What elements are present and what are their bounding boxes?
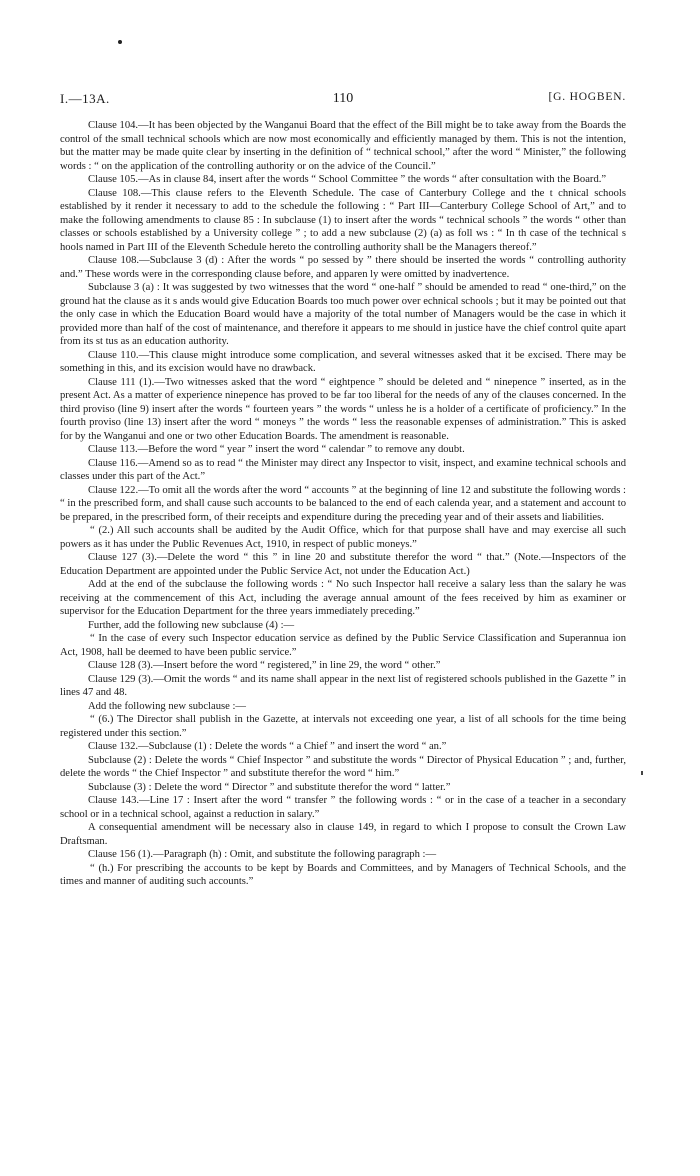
paragraph: Clause 127 (3).—Delete the word “ this ” in line 20 and substitute therefor the word “ that.” (Note.—Inspectors of the Education Department are appointed under the Public Service Act, not under the Education Act.) bbox=[60, 552, 626, 577]
page-header bbox=[60, 91, 626, 111]
quoted-subclause: “ In the case of every such Inspector education service as defined by the Public Service Classification and Superannua ion Act, 1908, hall be deemed to have been public service.” bbox=[60, 633, 626, 658]
page-number: 110 bbox=[332, 91, 354, 106]
paragraph: Clause 129 (3).—Omit the words “ and its name shall appear in the next list of registered schools published in the Gazette ” in lines 47 and 48. bbox=[60, 673, 626, 698]
ink-speck bbox=[118, 40, 122, 44]
paragraph: Clause 105.—As in clause 84, insert after the words “ School Committee ” the words “ after consultation with the Board.” bbox=[88, 174, 607, 185]
paragraph: A consequential amendment will be necessary also in clause 149, in regard to which I propose to consult the Crown Law Draftsman. bbox=[60, 822, 626, 847]
quoted-subclause: “ (6.) The Director shall publish in the Gazette, at intervals not exceeding one year, a list of all schools for the time being registered under this section.” bbox=[60, 714, 626, 739]
paragraph: Clause 113.—Before the word “ year ” insert the word “ calendar ” to remove any doubt. bbox=[88, 444, 465, 455]
paragraph: Clause 108.—Subclause 3 (d) : After the words “ po sessed by ” there should be inserted the words “ controlling authority and.” These words were in the corresponding clause before, and apparen ly were omitted by inadvertence. bbox=[60, 255, 626, 280]
ink-mark bbox=[641, 771, 643, 775]
paragraph: Clause 104.—It has been objected by the Wanganui Board that the effect of the Bill might be to take away from the Boards the control of the small technical schools which are now most economically and efficiently managed by them. This is not the intention, but the matter may be made quite clear by inserting in the definition of “ technical school,” after the word “ Minister,” the following words : “ on the application of the controlling authority or on the advice of the Council.” bbox=[60, 120, 626, 172]
author-name: [G. HOGBEN. bbox=[548, 91, 626, 103]
quoted-subclause: “ (h.) For prescribing the accounts to be kept by Boards and Committees, and by Managers of Technical Schools, and the times and manner of auditing such accounts.” bbox=[60, 862, 626, 887]
paragraph: Clause 156 (1).—Paragraph (h) : Omit, and substitute the following paragraph :— bbox=[88, 849, 437, 860]
paragraph: Subclause (3) : Delete the word “ Director ” and substitute therefor the word “ latter.” bbox=[88, 781, 451, 793]
document-body bbox=[60, 119, 626, 889]
paragraph: Subclause 3 (a) : It was suggested by two witnesses that the word “ one-half ” should be amended to read “ one-third,” on the ground hat the clause as it s ands would give Education Boards too much power over echnical schools ; but it may be pointed out that the only case in which the Education Board would have a majority of the total number of Managers would be the case in which it provided more than half of the cost of maintenance, and therefore it appears to me should in justice have the chief control quite apart from its st tus as an education authority. bbox=[60, 282, 626, 347]
paragraph: Clause 111 (1).—Two witnesses asked that the word “ eightpence ” should be deleted and “ ninepence ” inserted, as in the present Act. As a matter of experience ninepence has proved to be far too liberal for the needs of any of the clauses concerned. In the third proviso (line 9) insert after the words “ fourteen years ” the words “ unless he is a holder of a certificate of proficiency.” In the fourth proviso (line 13) insert after the word “ moneys ” the words “ less the reasonable expenses of administration.” This is asked for by the Wanganui and one or two other Education Boards. The amendment is reasonable. bbox=[60, 376, 626, 442]
paragraph: Clause 128 (3).—Insert before the word “ registered,” in line 29, the word “ other.” bbox=[88, 660, 441, 671]
paragraph: Add at the end of the subclause the following words : “ No such Inspector hall receive a salary less than the salary he was receiving at the commencement of this Act, including the average annual amount of the fees received by him as examiner or supervisor for the Education Department for the three years immediately preceding.” bbox=[60, 579, 626, 617]
quoted-subclause: “ (2.) All such accounts shall be audited by the Audit Office, which for that purpose shall have and may exercise all such powers as it has under the Public Revenues Act, 1910, in respect of public moneys.” bbox=[60, 525, 626, 550]
paragraph: Add the following new subclause :— bbox=[88, 700, 246, 712]
paragraph: Clause 116.—Amend so as to read “ the Minister may direct any Inspector to visit, inspect, and examine technical schools and classes under this part of the Act.” bbox=[60, 457, 626, 482]
paragraph: Clause 132.—Subclause (1) : Delete the words “ a Chief ” and insert the word “ an.” bbox=[88, 741, 447, 752]
paragraph: Clause 110.—This clause might introduce some complication, and several witnesses asked that it be excised. There may be something in this, and its excision would have no drawback. bbox=[60, 349, 626, 374]
paragraph: Subclause (2) : Delete the words “ Chief Inspector ” and substitute the words “ Director of Physical Education ” ; and, further, delete the words “ the Chief Inspector ” and substitute therefor the word “ him.” bbox=[60, 754, 626, 779]
paragraph: Clause 143.—Line 17 : Insert after the word “ transfer ” the following words : “ or in the case of a teacher in a secondary school or in a technical school, against a reduction in salary.” bbox=[60, 795, 626, 820]
paragraph: Further, add the following new subclause (4) :— bbox=[88, 619, 295, 631]
document-reference: I.—13A. bbox=[60, 91, 110, 106]
paragraph: Clause 108.—This clause refers to the Eleventh Schedule. The case of Canterbury College and the t chnical schools established by it render it necessary to add to the schedule the following : “ Part III—Canterbury College School of Art,” and to make the following amendments to clause 85 : In subclause (1) to insert after the words “ technical schools ” the words “ other than classes or schools established by a University college ” ; to add a new subclause (2) (a) as foll ws : “ In th case of the technical s hools named in Part III of the Eleventh Schedule hereto the controlling authority shall be the Managers thereof.” bbox=[60, 187, 626, 253]
paragraph: Clause 122.—To omit all the words after the word “ accounts ” at the beginning of line 12 and substitute the following words : “ in the prescribed form, and shall cause such accounts to be balanced to the end of each calenda year, and a statement and account to be prepared, in the prescribed form, of their receipts and expenditure during the preceding year and of their assets and liabilities. bbox=[60, 484, 626, 523]
